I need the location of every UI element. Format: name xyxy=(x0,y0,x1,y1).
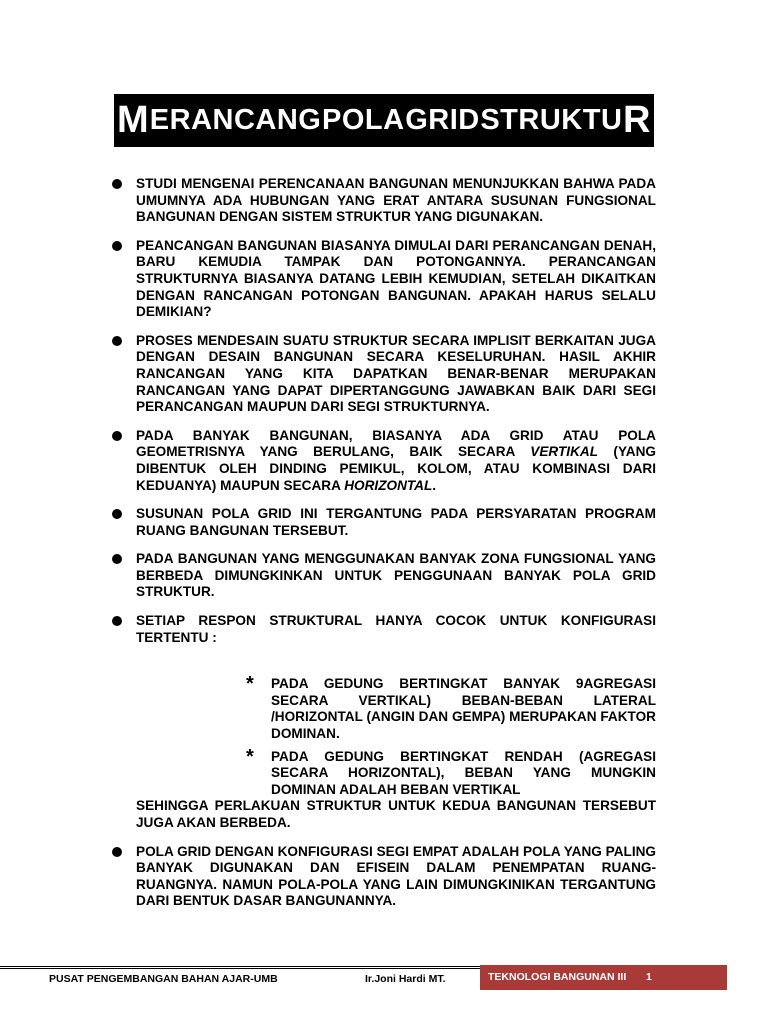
page-title xyxy=(114,94,654,147)
bullet-text: PEANCANGAN BANGUNAN BIASANYA DIMULAI DARI PERANCANGAN DENAH, BARU KEMUDIA TAMPAK DAN POTONGANNYA. PERANCANGAN STRUKTURNYA BIASANYA DATANG LEBIH KEMUDIAN, SETELAH DIKAITKAN DENGAN RANCANGAN POTONGAN BANGUNAN. APAKAH HARUS SELALU DEMIKIAN? xyxy=(136,237,656,320)
title-word-3: GRID xyxy=(405,104,480,136)
list-item xyxy=(110,428,656,494)
bullet-text: SETIAP RESPON STRUKTURAL HANYA COCOK UNTUK KONFIGURASI TERTENTU : xyxy=(136,613,656,645)
text-segment: PADA BANYAK BANGUNAN, BIASANYA ADA GRID ATAU POLA GEOMETRISNYA YANG BERULANG, BAIK SECARA xyxy=(136,427,656,460)
title-word-1: ERANCANG xyxy=(149,104,322,136)
bullet-icon xyxy=(112,554,122,564)
sub-list-item xyxy=(110,673,656,742)
list-item xyxy=(110,506,656,539)
bullet-text: PADA BANGUNAN YANG MENGGUNAKAN BANYAK ZONA FUNGSIONAL YANG BERBEDA DIMUNGKINKAN UNTUK PENGGUNAAN BANYAK POLA GRID STRUKTUR. xyxy=(136,551,656,600)
footer-course: TEKNOLOGI BANGUNAN III xyxy=(488,971,627,983)
list-item xyxy=(110,613,656,646)
bullet-text: POLA GRID DENGAN KONFIGURASI SEGI EMPAT ADALAH POLA YANG PALING BANYAK DIGUNAKAN DAN EFISEIN DALAM PENEMPATAN RUANG-RUANGNYA. NAMUN POLA-POLA YANG LAIN DIMUNGKINIKAN TERGANTUNG DARI BENTUK DASAR BANGUNANNYA. xyxy=(136,843,656,909)
title-word-4: STRUKTU xyxy=(480,104,623,136)
list-item xyxy=(110,238,656,321)
title-word-2: POLA xyxy=(322,104,405,136)
footer-divider xyxy=(0,968,480,969)
bullet-icon xyxy=(112,241,122,251)
footer-divider xyxy=(0,966,480,967)
asterisk-icon: * xyxy=(246,673,254,696)
sub-item-text: PADA GEDUNG BERTINGKAT BANYAK 9AGREGASI SECARA VERTIKAL) BEBAN-BEBAN LATERAL /HORIZONTAL (ANGIN DAN GEMPA) MERUPAKAN FAKTOR DOMINAN. xyxy=(271,676,656,742)
spacer xyxy=(110,658,656,676)
list-item xyxy=(110,333,656,416)
sub-item-text: PADA GEDUNG BERTINGKAT RENDAH (AGREGASI SECARA HORIZONTAL), BEBAN YANG MUNGKIN DOMINAN ADALAH BEBAN VERTIKAL xyxy=(271,748,656,797)
footer-publisher: PUSAT PENGEMBANGAN BAHAN AJAR-UMB xyxy=(49,973,278,985)
bullet-text: STUDI MENGENAI PERENCANAAN BANGUNAN MENUNJUKKAN BAHWA PADA UMUMNYA ADA HUBUNGAN YANG ERAT ANTARA SUSUNAN FUNGSIONAL BANGUNAN DENGAN SISTEM STRUKTUR YANG DIGUNAKAN. xyxy=(136,176,656,225)
bullet-text: SUSUNAN POLA GRID INI TERGANTUNG PADA PERSYARATAN PROGRAM RUANG BANGUNAN TERSEBUT. xyxy=(136,506,656,538)
bullet-text xyxy=(136,428,656,494)
bullet-text: PROSES MENDESAIN SUATU STRUKTUR SECARA IMPLISIT BERKAITAN JUGA DENGAN DESAIN BANGUNAN SECARA KESELURUHAN. HASIL AKHIR RANCANGAN YANG KITA DAPATKAN BENAR-BENAR MERUPAKAN RANCANGAN YANG DAPAT DIPERTANGGUNG JAWABKAN BAIK DARI SEGI PERANCANGAN MAUPUN DARI SEGI STRUKTURNYA. xyxy=(136,332,656,415)
conclusion-text: SEHINGGA PERLAKUAN STRUKTUR UNTUK KEDUA BANGUNAN TERSEBUT JUGA AKAN BERBEDA. xyxy=(136,798,656,830)
bullet-icon xyxy=(112,847,122,857)
asterisk-icon: * xyxy=(246,745,254,768)
footer-author: Ir.Joni Hardi MT. xyxy=(365,973,446,985)
bullet-icon xyxy=(112,509,122,519)
title-last-letter: R xyxy=(623,99,651,141)
list-item xyxy=(110,551,656,601)
title-first-letter: M xyxy=(117,99,150,141)
sub-list-item xyxy=(110,745,656,799)
italic-term-vertikal: VERTIKAL xyxy=(530,444,599,460)
list-item xyxy=(110,844,656,910)
body-content xyxy=(110,176,656,922)
page-number: 1 xyxy=(646,971,652,983)
italic-term-horizontal: HORIZONTAL xyxy=(344,477,433,493)
text-segment: (YANG DIBENTUK OLEH DINDING PEMIKUL, KOLOM, ATAU KOMBINASI DARI KEDUANYA) MAUPUN SECARA xyxy=(136,444,656,493)
bullet-icon xyxy=(112,431,122,441)
bullet-icon xyxy=(112,616,122,626)
bullet-icon xyxy=(112,179,122,189)
bullet-icon xyxy=(112,336,122,346)
footer-course-badge xyxy=(480,965,727,990)
list-item xyxy=(110,176,656,226)
text-segment: . xyxy=(432,477,437,493)
